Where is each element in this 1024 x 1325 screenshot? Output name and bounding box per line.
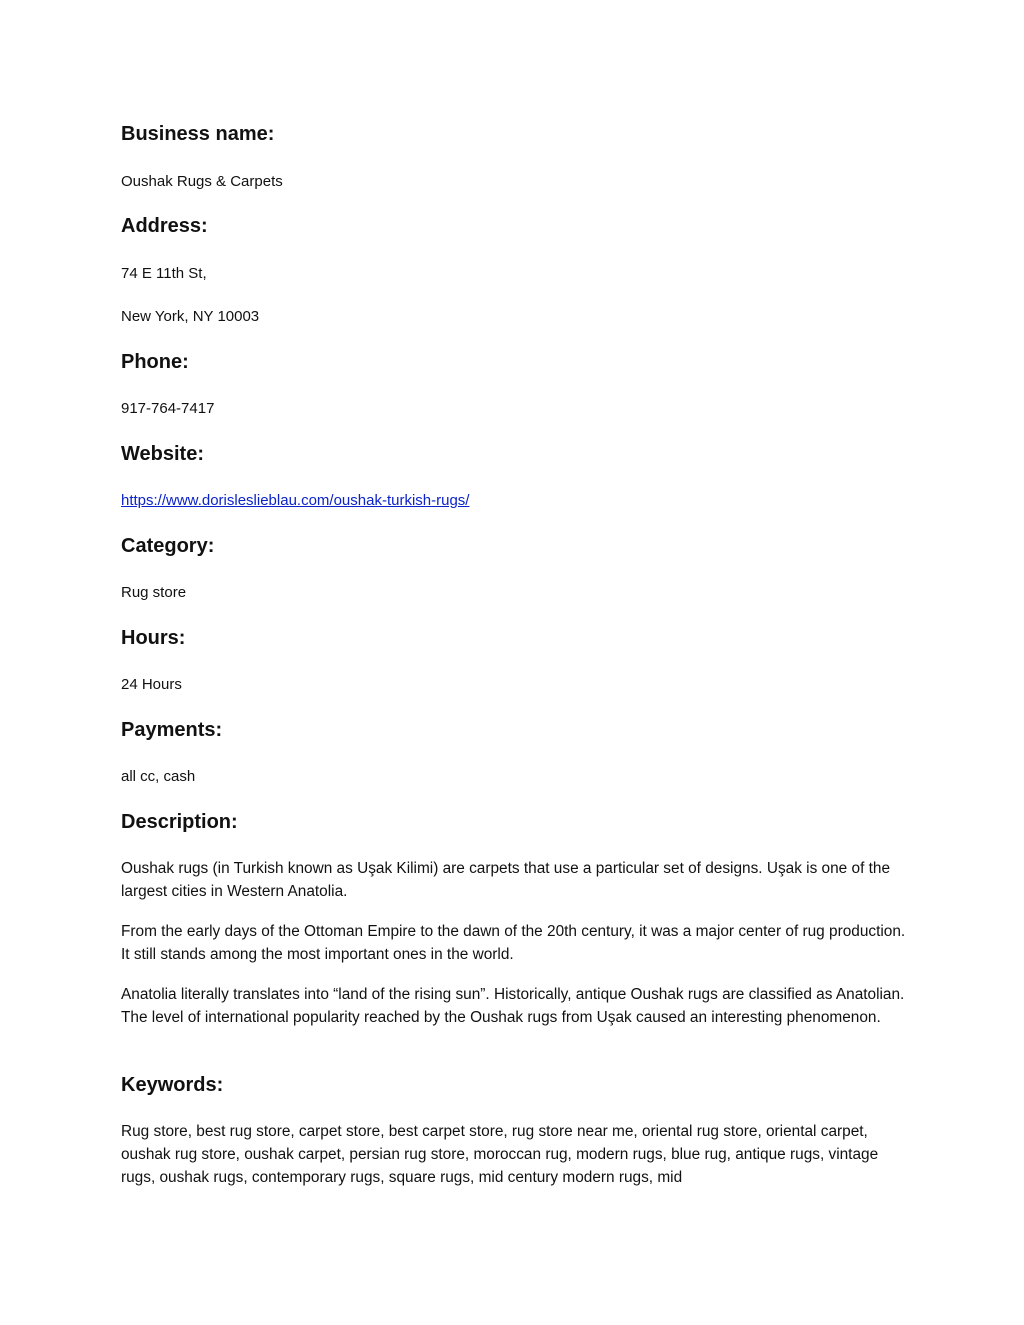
hours-value: 24 Hours (121, 676, 182, 693)
keywords-text: Rug store, best rug store, carpet store, best carpet store, rug store near me, oriental rug store, oriental carpet, oushak rug store, oushak carpet, persian rug store, moroccan rug, modern rugs, blue rug, antique rugs, vintage rugs, oushak rugs, contemporary rugs, square rugs, mid century modern rugs, mid (121, 1123, 879, 1186)
phone-value: 917-764-7417 (121, 400, 215, 417)
category-heading: Category: (121, 535, 215, 557)
business-name-heading: Business name: (121, 123, 275, 145)
payments-value: all cc, cash (121, 768, 196, 785)
address-heading: Address: (121, 215, 208, 237)
website-link[interactable]: https://www.dorisleslieblau.com/oushak-turkish-rugs/ (121, 492, 470, 509)
description-paragraph: Anatolia literally translates into “land of the rising sun”. Historically, antique Oushak rugs are classified as Anatolian. The level of international popularity reached by the Oushak rugs from Uşak caused an interesting phenomenon. (121, 986, 905, 1026)
address-line-2: New York, NY 10003 (121, 308, 260, 325)
address-line-1: 74 E 11th St, (121, 265, 207, 282)
description-heading: Description: (121, 811, 238, 833)
category-value: Rug store (121, 584, 187, 601)
description-paragraph: From the early days of the Ottoman Empire to the dawn of the 20th century, it was a major center of rug production. It still stands among the most important ones in the world. (121, 923, 906, 963)
website-line (121, 489, 469, 512)
business-name-value: Oushak Rugs & Carpets (121, 173, 283, 190)
website-heading: Website: (121, 443, 204, 465)
hours-heading: Hours: (121, 627, 186, 649)
keywords-heading: Keywords: (121, 1074, 224, 1096)
description-paragraph: Oushak rugs (in Turkish known as Uşak Kilimi) are carpets that use a particular set of designs. Uşak is one of the largest cities in Western Anatolia. (121, 860, 891, 900)
payments-heading: Payments: (121, 719, 223, 741)
phone-heading: Phone: (121, 351, 189, 373)
